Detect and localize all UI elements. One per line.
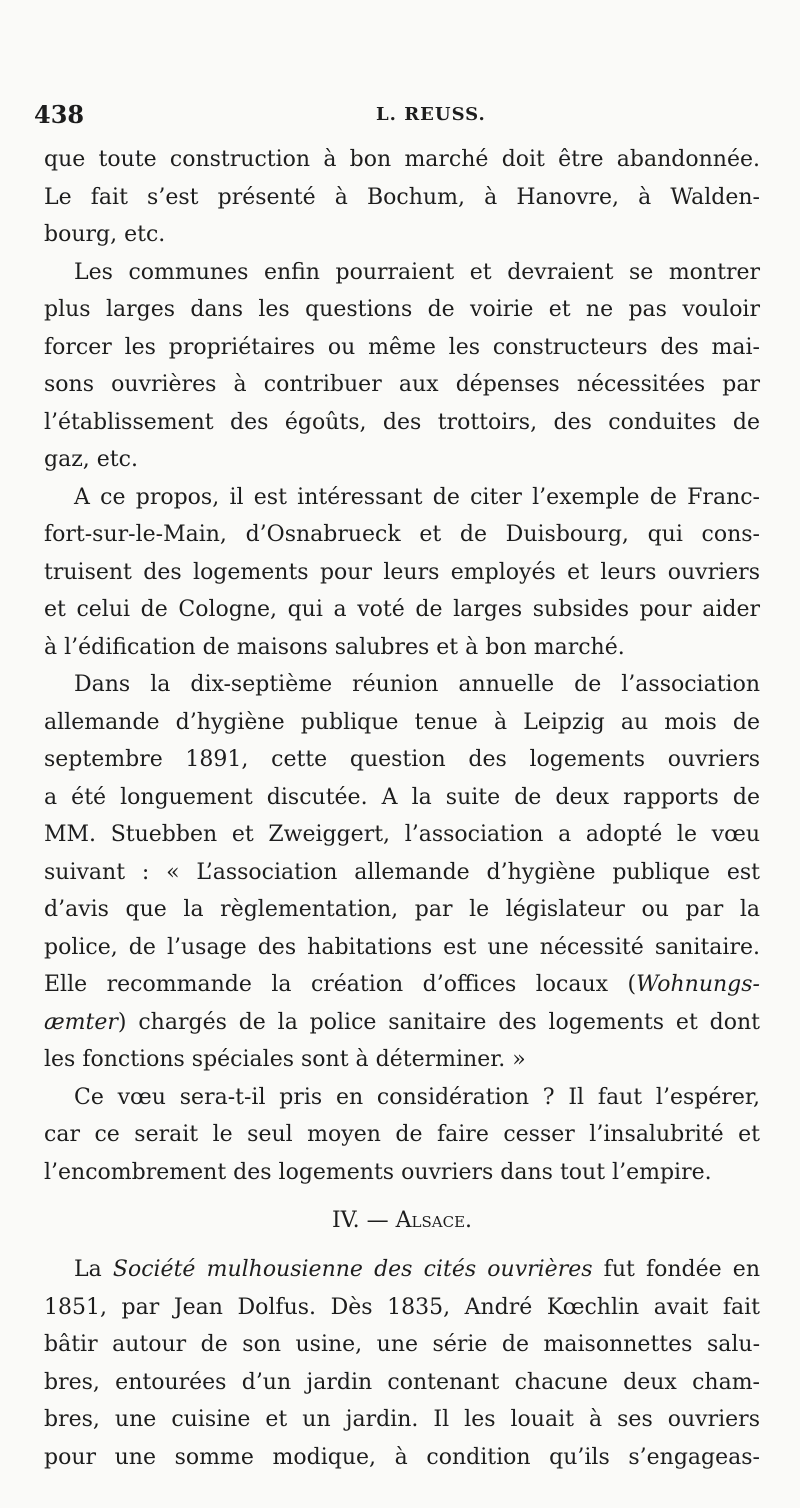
italic-term: Wohnungs- — [636, 972, 760, 997]
body-text — [44, 141, 760, 1476]
text-line: Les communes enfin pourraient et devraient se montrer — [74, 259, 760, 285]
text-line: a été longuement discutée. A la suite de deux rapports de — [44, 784, 760, 810]
text-line: l’établissement des égoûts, des trottoirs, des conduites de — [44, 409, 760, 435]
text-line: Ce vœu sera-t-il pris en considération ? Il faut l’espérer, — [74, 1084, 760, 1110]
text-line: septembre 1891, cette question des logements ouvriers — [44, 747, 760, 772]
text-line: allemande d’hygiène publique tenue à Leipzig au mois de — [44, 709, 760, 735]
text-line: MM. Stuebben et Zweiggert, l’association a adopté le vœu — [44, 822, 760, 847]
text-line: bres, entourées d’un jardin contenant chacune deux cham- — [44, 1369, 760, 1395]
section-title: Alsace. — [395, 1208, 473, 1233]
text-line: l’encombrement des logements ouvriers dans tout l’empire. — [44, 1159, 712, 1185]
text-line: d’avis que la règlementation, par le législateur ou par la — [44, 897, 760, 922]
italic-term: Société mulhousienne des cités ouvrières — [112, 1257, 593, 1282]
text-line — [44, 1251, 760, 1289]
text-line: forcer les propriétaires ou même les constructeurs des mai- — [44, 334, 760, 360]
text-line: à l’édification de maisons salubres et à bon marché. — [44, 634, 625, 660]
text-run: La — [74, 1257, 113, 1282]
page-header — [34, 100, 774, 136]
text-line: police, de l’usage des habitations est une nécessité sanitaire. — [44, 934, 760, 960]
text-line: pour une somme modique, à condition qu’ils s’engageas- — [44, 1444, 760, 1470]
text-line: gaz, etc. — [44, 447, 138, 472]
text-line: A ce propos, il est intéressant de citer l’exemple de Franc- — [74, 484, 760, 510]
text-run: Elle recommande la création d’offices locaux ( — [44, 972, 637, 997]
page-number: 438 — [34, 100, 85, 129]
text-line: plus larges dans les questions de voirie et ne pas vouloir — [44, 297, 760, 322]
text-run: ) chargés de la police sanitaire des logements et dont — [117, 1009, 760, 1035]
text-line: et celui de Cologne, qui a voté de larges subsides pour aider — [44, 597, 760, 622]
text-line: sons ouvrières à contribuer aux dépenses nécessitées par — [44, 372, 760, 397]
text-line: les fonctions spéciales sont à déterminer. » — [44, 1047, 526, 1072]
text-run: fut fondée en — [592, 1257, 760, 1282]
text-line — [44, 1004, 760, 1042]
text-line: fort-sur-le-Main, d’Osnabrueck et de Duisbourg, qui cons- — [44, 522, 760, 547]
running-title: L. REUSS. — [376, 104, 486, 125]
text-line: bres, une cuisine et un jardin. Il les louait à ses ouvriers — [44, 1407, 760, 1432]
section-heading — [44, 1191, 760, 1251]
text-line — [44, 966, 760, 1004]
text-line: car ce serait le seul moyen de faire cesser l’insalubrité et — [44, 1122, 760, 1147]
italic-term: æmter — [44, 1009, 118, 1035]
text-line: Dans la dix-septième réunion annuelle de l’association — [74, 672, 760, 697]
text-line: truisent des logements pour leurs employés et leurs ouvriers — [44, 559, 760, 585]
text-line: suivant : « L’association allemande d’hygiène publique est — [44, 859, 760, 885]
text-line: que toute construction à bon marché doit être abandonnée. — [44, 147, 760, 172]
text-line: 1851, par Jean Dolfus. Dès 1835, André Kœchlin avait fait — [44, 1294, 760, 1320]
text-line: Le fait s’est présenté à Bochum, à Hanovre, à Walden- — [44, 184, 760, 210]
text-line: bourg, etc. — [44, 222, 166, 247]
section-numeral: IV. — — [331, 1208, 396, 1233]
text-line: bâtir autour de son usine, une série de maisonnettes salu- — [44, 1332, 760, 1357]
